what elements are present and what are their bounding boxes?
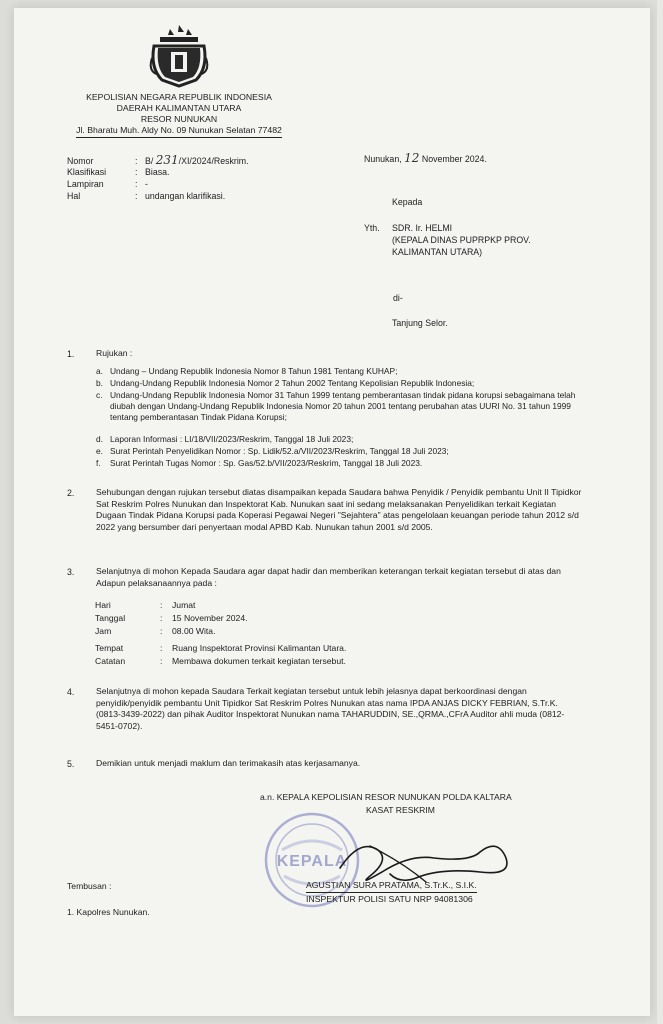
- schedule-row: Hari : Jumat: [95, 600, 196, 610]
- section2-number: 2.: [67, 488, 75, 498]
- signer-name: AGUSTIAN SURA PRATAMA, S.Tr.K., S.I.K.: [306, 880, 477, 893]
- date-handwritten: 12: [404, 151, 420, 165]
- schedule-row: Jam : 08.00 Wita.: [95, 626, 216, 636]
- letterhead-line1: KEPOLISIAN NEGARA REPUBLIK INDONESIA: [86, 92, 272, 102]
- recipient-name: SDR. Ir. HELMI: [392, 223, 453, 233]
- tembusan-item: 1. Kapolres Nunukan.: [67, 907, 150, 917]
- section5-number: 5.: [67, 759, 75, 769]
- signer-rank: INSPEKTUR POLISI SATU NRP 94081306: [306, 894, 473, 904]
- letterhead-line3: RESOR NUNUKAN: [140, 114, 218, 124]
- meta-nomor: Nomor : B/ 231/XI/2024/Reskrim.: [67, 153, 249, 167]
- schedule-row: Tanggal : 15 November 2024.: [95, 613, 248, 623]
- stamp-text: KEPALA: [276, 853, 348, 870]
- reference-item: d. Laporan Informasi : LI/18/VII/2023/Reskrim, Tanggal 18 Juli 2023;: [96, 434, 354, 444]
- meta-hal: Hal : undangan klarifikasi.: [67, 191, 226, 201]
- section5-text: Demikian untuk menjadi maklum dan terimakasih atas kerjasamanya.: [96, 758, 361, 768]
- section3-number: 3.: [67, 567, 75, 577]
- meta-klasifikasi: Klasifikasi : Biasa.: [67, 167, 170, 177]
- police-emblem-icon: [148, 24, 210, 88]
- edge-strip: [657, 0, 663, 1024]
- tembusan-label: Tembusan :: [67, 881, 112, 891]
- section4-number: 4.: [67, 687, 75, 697]
- place-date: Nunukan, 12 November 2024.: [364, 151, 487, 165]
- signature-line2: KASAT RESKRIM: [366, 805, 435, 815]
- reference-item: c. Undang-Undang Republik Indonesia Nomor 31 Tahun 1999 tentang pemberantasan tindak pidana korupsi sebagaimana telah diubah dengan Undang-Undang Republik Indonesia Nomor 20 tahun 2001 tentang perubahan atas UURI No. 31 tahun 1999 tentang pemberantasan Tindak Pidana Korupsi;: [96, 390, 576, 422]
- recipient-di: di-: [393, 293, 403, 303]
- signer: [306, 880, 477, 905]
- reference-item: e. Surat Perintah Penyelidikan Nomor : Sp. Lidik/52.a/VII/2023/Reskrim, Tanggal 18 Juli 2023;: [96, 446, 449, 456]
- schedule-row: Tempat : Ruang Inspektorat Provinsi Kalimantan Utara.: [95, 643, 347, 653]
- reference-item: a. Undang – Undang Republik Indonesia Nomor 8 Tahun 1981 Tentang KUHAP;: [96, 366, 398, 376]
- meta-lampiran: Lampiran : -: [67, 179, 148, 189]
- recipient-kepada: Kepada: [392, 197, 423, 207]
- section1-heading: Rujukan :: [96, 348, 133, 358]
- recipient-place: Tanjung Selor.: [392, 318, 448, 328]
- signature-line1: a.n. KEPALA KEPOLISIAN RESOR NUNUKAN POLDA KALTARA: [260, 792, 512, 802]
- reference-item: b. Undang-Undang Republik Indonesia Nomor 2 Tahun 2002 Tentang Kepolisian Republik Indonesia;: [96, 378, 475, 388]
- section2-text: Sehubungan dengan rujukan tersebut diatas disampaikan kepada Saudara bahwa Penyidik / Penyidik pembantu Unit II Tipidkor Sat Reskrim Polres Nunukan dan Inspektorat Kab. Nunukan saat ini sedang melaksanakan Penyelidikan terkait Kegiatan Dugaan Tindak Pidana Korupsi pada Koperasi Pegawai Negeri "Sejahtera" atas pengelolaan keuangan periode tahun 2012 s/d 2022 yang bersumber dari penyertaan modal APBD Kab. Nunukan tahun 2001 s/d 2005.: [96, 487, 582, 532]
- schedule-row: Catatan : Membawa dokumen terkait kegiatan tersebut.: [95, 656, 346, 666]
- letterhead-address: Jl. Bharatu Muh. Aldy No. 09 Nunukan Selatan 77482: [76, 125, 282, 138]
- section3-text: Selanjutnya di mohon Kepada Saudara agar dapat hadir dan memberikan keterangan terkait kegiatan tersebut di atas dan Adapun pelaksanaannya pada :: [96, 566, 561, 588]
- recipient-yth: Yth.: [364, 223, 380, 233]
- section4-text: Selanjutnya di mohon kepada Saudara Terkait kegiatan tersebut untuk lebih jelasnya dapat berkoordinasi dengan penyidik/penyidik pembantu Unit Tipidkor Sat Reskrim Polres Nunukan atas nama IPDA ANJAS DICKY FEBRIAN, S.Tr.K. (0813-3439-2022) dan pihak Auditor Inspektorat Nunukan nama TAHARUDDIN, SE.,QRMA.,CFrA Auditor ahli muda (0812-5451-0702).: [96, 686, 565, 731]
- letterhead-line2: DAERAH KALIMANTAN UTARA: [116, 103, 242, 113]
- recipient-title1: (KEPALA DINAS PUPRPKP PROV.: [392, 235, 531, 245]
- letterhead: [74, 92, 284, 138]
- nomor-handwritten: 231: [155, 153, 179, 167]
- section1-number: 1.: [67, 349, 75, 359]
- recipient-title2: KALIMANTAN UTARA): [392, 247, 483, 257]
- reference-item: f. Surat Perintah Tugas Nomor : Sp. Gas/52.b/VII/2023/Reskrim, Tanggal 18 Juli 2023.: [96, 458, 423, 468]
